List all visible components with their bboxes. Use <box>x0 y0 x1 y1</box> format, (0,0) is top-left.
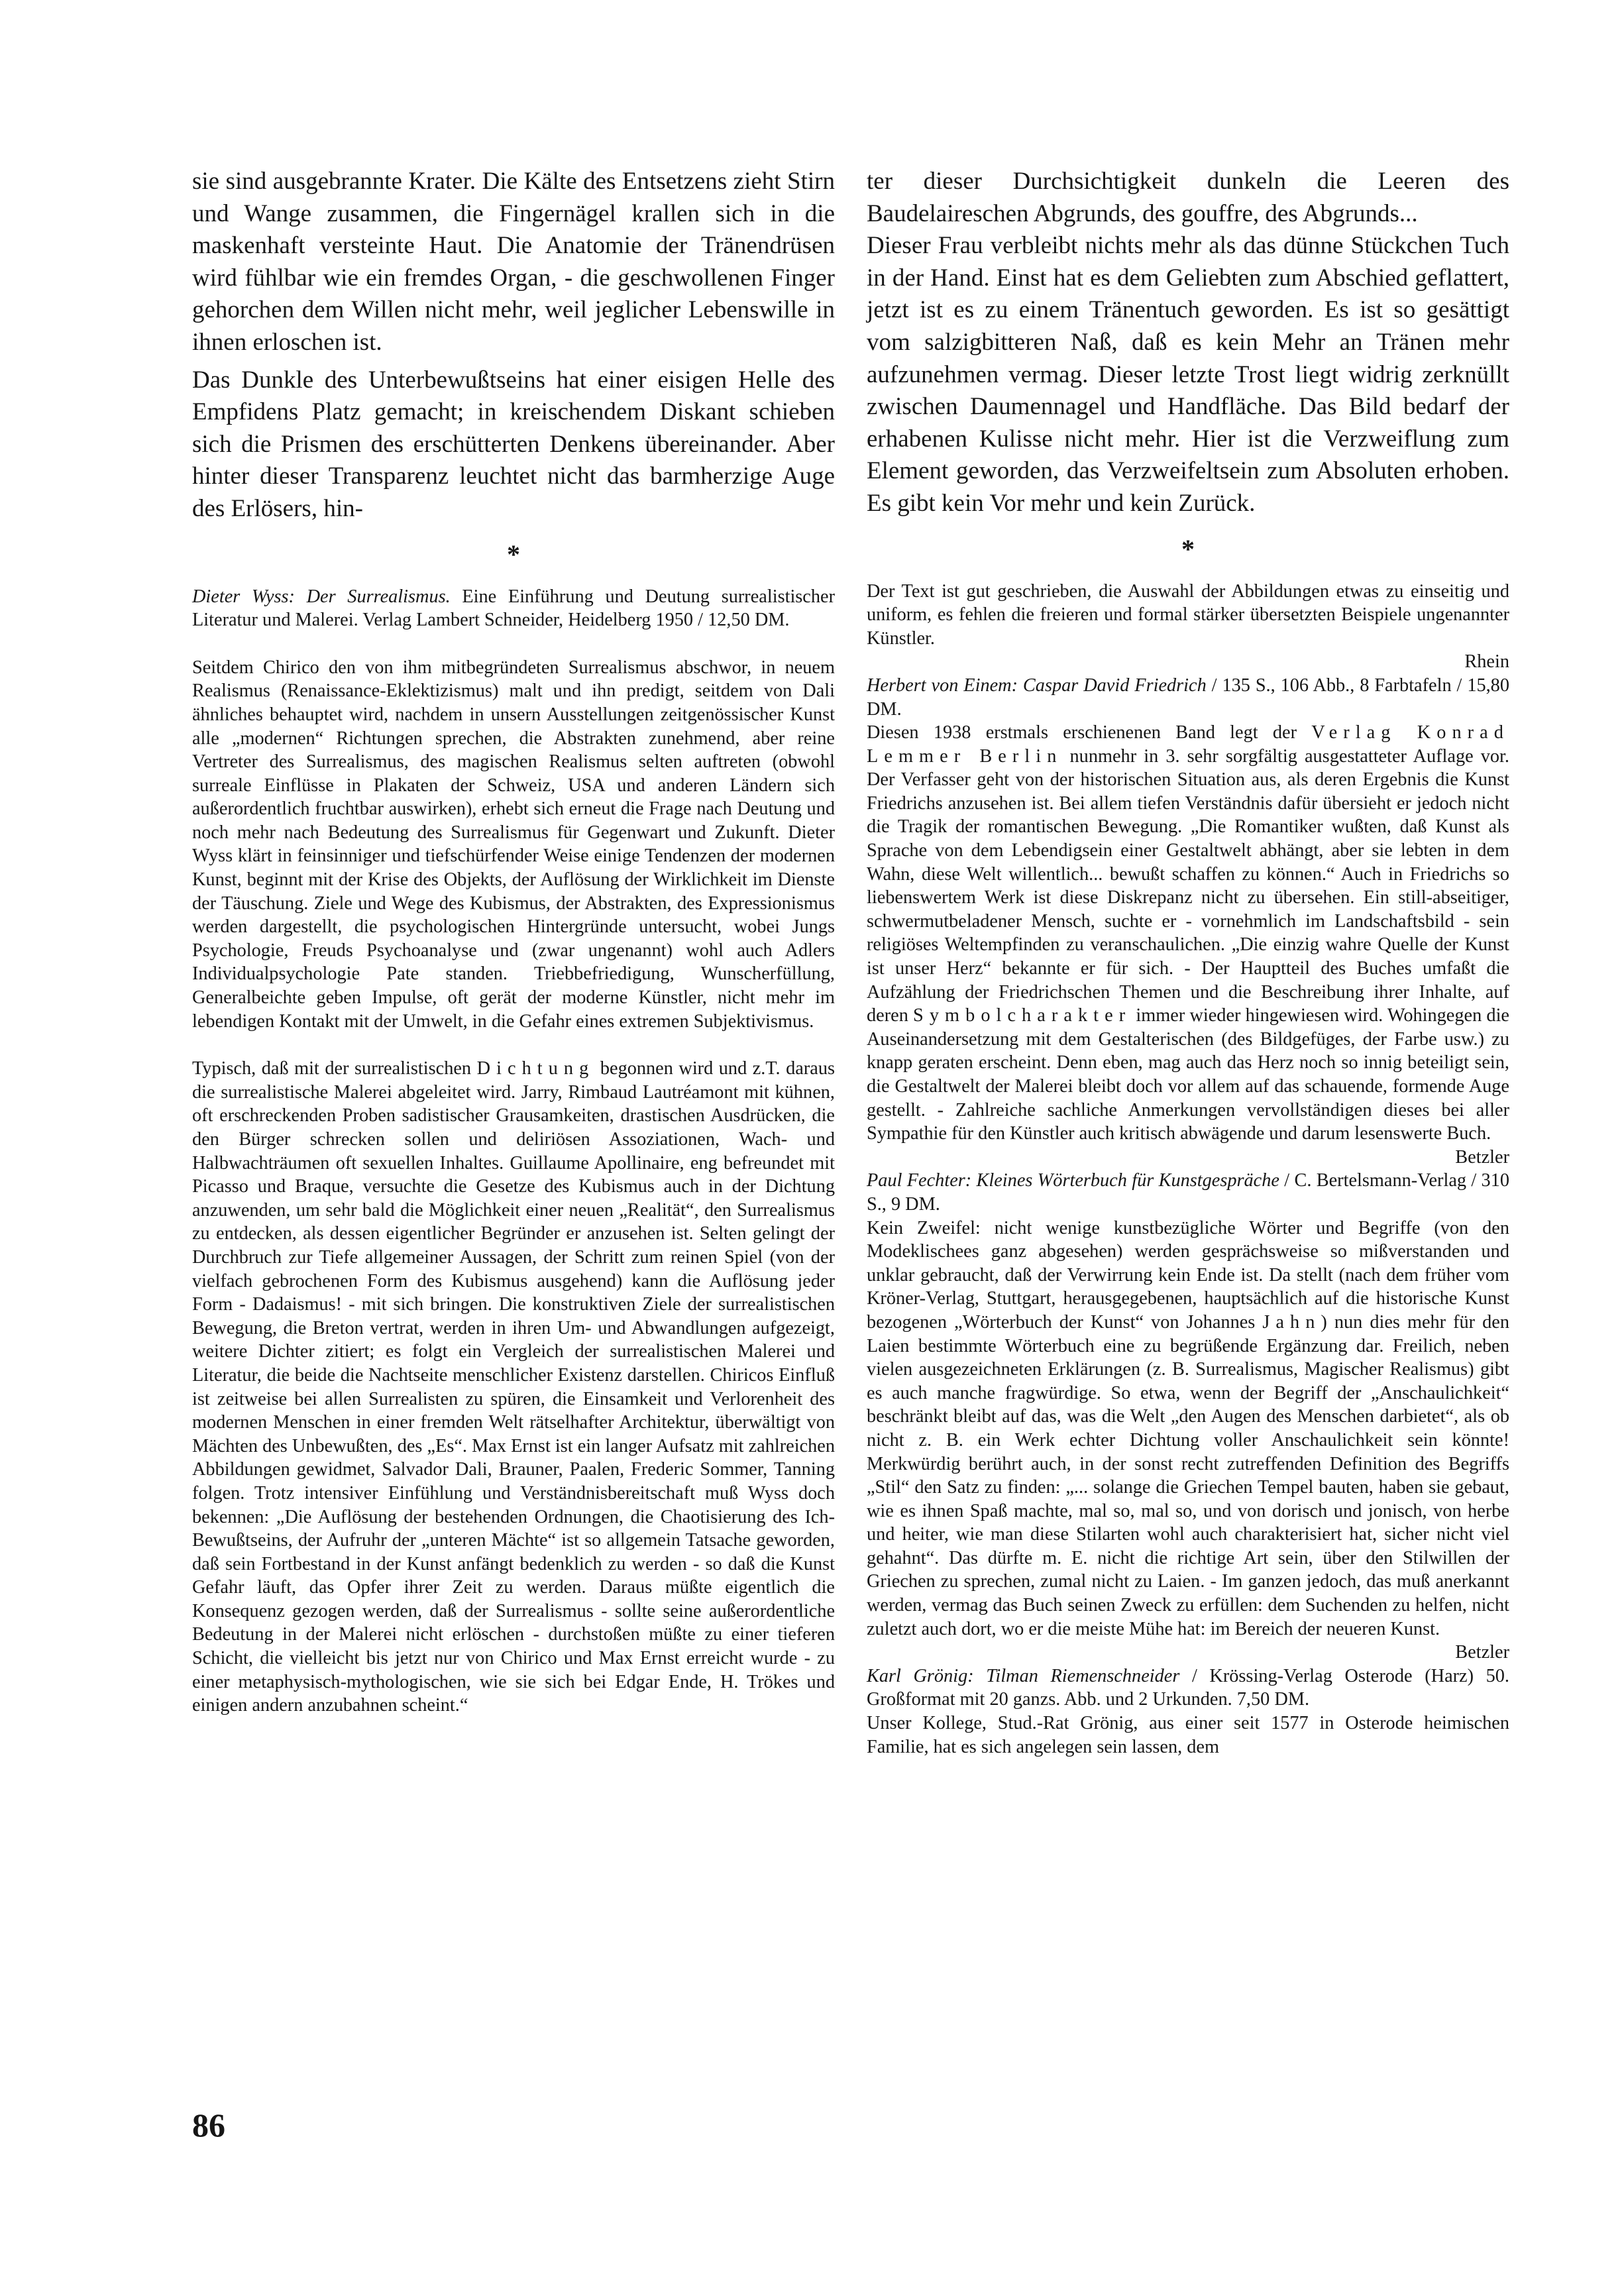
essay-paragraph-2: Das Dunkle des Unterbewußtseins hat einer eisigen Helle des Empfidens Platz gemacht; in kreischendem Diskant schieben sich die Prismen des erschütterten Denkens übereinander. Aber hinter dieser Transparenz leuchtet nicht das barmherzige Auge des Erlösers, hin- <box>192 366 835 522</box>
review-publication-groenig: / Krössing-Verlag Osterode (Harz) 50. Großformat mit 20 ganzs. Abb. und 2 Urkunden. 7,50 DM. <box>867 1665 1509 1710</box>
review-wyss-paragraph-1: Seitdem Chirico den von ihm mitbegründeten Surrealismus abschwor, in neuem Realismus (Renaissance-Eklektizismus) malt und ihn predigt, seitdem von Dali ähnliches behauptet wird, nachdem in unsern Ausstellungen zeitgenössischer Kunst alle „modernen“ Richtungen sprechen, die Abstrakten zunehmend, aber reine Vertreter des Surrealismus, des magischen Realismus selten auftreten (obwohl surreale Einflüsse in Plakaten der Schweiz, USA und anderen Ländern sich außerordentlich fruchtbar auswirken), erhebt sich erneut die Frage nach Deutung und noch mehr nach Bedeutung des Surrealismus für Gegenwart und Zukunft. Dieter Wyss klärt in feinsinniger und tiefschürfender Weise einige Tendenzen der modernen Kunst, beginnt mit der Krise des Objekts, der Auflösung der Wirklichkeit im Dienste der Täuschung. Ziele und Wege des Kubismus, der Abstrakten, des Expressionismus werden dargestellt, die psychologischen Hintergründe untersucht, wobei Jungs Psychologie, Freuds Psychoanalyse und (zwar ungenannt) wohl auch Adlers Individualpsychologie Pate standen. Triebbefriedigung, Wunscherfüllung, Generalbeichte geben Impulse, oft gerät der moderne Künstler, nicht mehr im lebendigen Kontakt mit der Umwelt, in die Gefahr eines extremen Subjektivismus. <box>192 657 835 1032</box>
section-divider-star: * <box>507 539 520 569</box>
review-heading-groenig <box>867 1665 1509 1712</box>
review-groenig-text: Unser Kollege, Stud.-Rat Grönig, aus einer seit 1577 in Osterode heimischen Familie, hat es sich angelegen sein lassen, dem <box>867 1713 1509 1757</box>
review-einem-text-part: immer wieder hingewiesen wird. Wohingegen die Auseinandersetzung mit dem Gestalterischen (des Bildgefüges, der Farbe usw.) zu knapp geraten erscheint. Denn eben, mag auch das Herz noch so innig beteiligt sein, die Gestaltwelt der Malerei bleibt doch vor allem auf das schauende, formende Auge gestellt. - Zahlreiche sachliche Anmerkungen vervollständigen dieses bei aller Sympathie für den Künstler auch kritisch abwägende und darum lesenswerte Buch. <box>867 1005 1509 1144</box>
essay-paragraph-1: sie sind ausgebrannte Krater. Die Kälte des Entsetzens zieht Stirn und Wange zusammen, die Fingernägel krallen sich in die maskenhaft versteinte Haut. Die Anatomie der Tränendrüsen wird fühlbar wie ein fremdes Organ, - die geschwollenen Finger gehorchen dem Willen nicht mehr, weil jeglicher Lebenswille in ihnen erloschen ist. <box>192 168 835 356</box>
review-fechter-text-part: Kein Zweifel: nicht wenige kunstbezügliche Wörter und Begriffe (von den Modeklischees ganz abgesehen) werden gesprächsweise so mißverstanden und unklar gebraucht, daß der Verwirrung kein Ende ist. Da stellt (nach dem früher vom Kröner-Verlag, Stuttgart, herausgegebenen, hauptsächlich auf die historische Kunst bezogenen „Wörterbuch der Kunst“ von Johannes <box>867 1217 1509 1333</box>
review-publication-wyss: Eine Einführung und Deutung surrealistischer Literatur und Malerei. Verlag Lambert Schneider, Heidelberg 1950 / 12,50 DM. <box>192 586 836 631</box>
review-wyss-conclusion: Der Text ist gut geschrieben, die Auswahl der Abbildungen etwas zu einseitig und uniform, es fehlen die freieren und formal stärker übersetzten Beispiele ungenannter Künstler. <box>867 580 1509 649</box>
review-fechter-text-part: ) nun dies mehr für den Laien bestimmte Wörterbuch eine zu begrüßende Ergänzung dar. Freilich, neben vielen ausgezeichneten Erklärungen (z. B. Surrealismus, Magischer Realismus) gibt es auch manche fragwürdige. So etwa, wenn der Begriff der „Anschaulichkeit“ beschränkt bleibt auf das, was die Welt „den Augen des Menschen darbietet“, als ob nicht z. B. ein Werk echter Dichtung voller Anschaulichkeit sein könnte! Merkwürdig berührt auch, in der sonst recht zutreffenden Definition des Begriffs „Stil“ den Satz zu finden: „... solange die Griechen Tempel bauten, haben sie gebaut, wie es ihnen Spaß machte, mal so, mal so, und von dorisch und jonisch, von herbe und heiter, wie man diese Stilarten wohl auch charakterisiert hat, sicher nicht viel gehahnt“. Das dürfte m. E. nicht die richtige Art sein, über den Stilwillen der Griechen zu sprechen, zumal nicht zu Laien. - Im ganzen jedoch, das muß anerkannt werden, vermag das Buch seinen Zweck zu erfüllen: dem Suchenden zu helfen, nicht zuletzt auch dort, wo er die meiste Mühe hat: im Bereich der neueren Kunst. <box>867 1311 1509 1639</box>
left-column <box>192 166 835 1718</box>
review-heading-wyss <box>192 585 835 632</box>
spaced-term-jahn: Jahn <box>1262 1311 1321 1333</box>
review-einem-text-part: Diesen 1938 erstmals erschienenen Band legt der <box>867 722 1312 743</box>
essay-paragraph-4: Dieser Frau verbleibt nichts mehr als das dünne Stückchen Tuch in der Hand. Einst hat es dem Geliebten zum Abschied geflattert, jetzt ist es zu einem Tränentuch geworden. Es ist so gesättigt vom salzigbitteren Naß, daß es kein Mehr an Tränen mehr aufzunehmen vermag. Dieser letzte Trost liegt widrig zerknüllt zwischen Daumennagel und Handfläche. Das Bild bedarf der erhabenen Kulisse nicht mehr. Hier ist die Verzweiflung zum Element geworden, das Verzweifeltsein zum Absoluten erhoben. Es gibt kein Vor mehr und kein Zurück. <box>867 232 1509 517</box>
review-wyss-text: begonnen wird und z.T. daraus die surrealistische Malerei abgeleitet wird. Jarry, Rimbaud Lautréamont mit kühnen, oft erschreckenden Proben sadistischer Grausamkeiten, drastischen Ausdrücken, die den Bürger schrecken sollen und deliriösen Assoziationen, Wach- und Halbwachträumen oft sexuellen Inhaltes. Guillaume Apollinaire, eng befreundet mit Picasso und Braque, versuchte die Gesetze des Kubismus auch in der Dichtung anzuwenden, um sehr bald die Möglichkeit einer neuen „Realität“, den Surrealismus zu entdecken, als dessen eigentlicher Begründer er anzusehen ist. Selten gelingt der Durchbruch zur Tiefe allgemeiner Aussagen, der Schritt zum reinen Spiel (von der vielfach gebrochenen Form des Kubismus ausgehend) kann die Auflösung jeder Form - Dadaismus! - mit sich bringen. Die konstruktiven Ziele der surrealistischen Bewegung, die Breton vertrat, werden in ihren Um- und Abwandlungen aufgezeigt, weitere Dichter zitiert; es folgt ein Vergleich der surrealistischen Malerei und Literatur, die beide die Nachtseite menschlicher Existenz darstellen. Chiricos Einfluß ist zeitweise bei allen Surrealisten zu spüren, die Einsamkeit und Verlorenheit des modernen Menschen in einer fremden Welt rätselhafter Architektur, überwältigt von Mächten des Unbewußten, des „Es“. Max Ernst ist ein langer Aufsatz mit zahlreichen Abbildungen gewidmet, Salvador Dali, Brauner, Paalen, Frederic Sommer, Tanning folgen. Trotz intensiver Einfühlung und Verständnisbereitschaft muß Wyss doch bekennen: „Die Auflösung der bestehenden Ordnungen, die Chaotisierung des Ich-Bewußtseins, der Aufruhr der „unteren Mächte“ ist so allgemein Tatsache geworden, daß sein Fortbestand in der Kunst anfängt bedenklich zu werden - so daß die Kunst Gefahr läuft, das Opfer ihrer Zeit zu werden. Daraus müßte eigentlich die Konsequenz gezogen werden, daß der Surrealismus - sollte seine außerordentliche Bedeutung in der Malerei nicht erlöschen - durchstoßen müßte zu einer tieferen Schicht, die vielleicht bis jetzt nur von Chirico und Max Ernst erreicht wurde - zu einer metaphysisch-mythologischen, wie sie sich bei Edgar Ende, H. Trökes und einigen andern anzubahnen scheint.“ <box>192 1058 835 1716</box>
review-heading-fechter <box>867 1169 1509 1216</box>
section-divider-star: * <box>1181 533 1195 564</box>
review-title-fechter: Paul Fechter: Kleines Wörterbuch für Kunstgespräche <box>867 1170 1279 1191</box>
review-signature-betzler: Betzler <box>1455 1146 1509 1168</box>
review-wyss-paragraph-2 <box>192 1057 835 1718</box>
page-number: 86 <box>192 2106 225 2144</box>
spaced-term-publisher: Verlag Konrad Lemmer Berlin <box>867 722 1509 767</box>
review-title-einem: Herbert von Einem: Caspar David Friedrich <box>867 675 1207 696</box>
review-heading-einem <box>867 674 1509 721</box>
review-einem-text <box>867 721 1509 1146</box>
review-einem-text-part: nunmehr in 3. sehr sorgfältig ausgestatteter Auflage vor. Der Verfasser geht von der historischen Situation aus, als deren Ergebnis die Kunst Friedrichs anzusehen ist. Bei allem tiefen Verständnis dafür übersieht er jedoch nicht die Tragik der romantischen Bewegung. „Die Romantiker wußten, daß Kunst als Sprache von dem Lebendigsein einer Gestaltwelt abhängt, aber sie lebten in dem Wahn, diese Welt willentlich... bewußt schaffen zu können.“ Auch in Friedrichs so liebenswertem Werk ist diese Diskrepanz nicht zu übersehen. Ein still-abseitiger, schwermutbeladener Mensch, suchte er - vornehmlich im Landschaftsbild - sein religiöses Weltempfinden zu veranschaulichen. „Die einzig wahre Quelle der Kunst ist unser Herz“ bekannte er für sich. - Der Hauptteil des Buches umfaßt die Aufzählung der Friedrichschen Themen und die Beschreibung ihrer Inhalte, auf deren <box>867 745 1509 1026</box>
review-signature-betzler: Betzler <box>1455 1642 1509 1663</box>
review-fechter-text <box>867 1217 1509 1641</box>
spaced-term-dichtung: Dichtung <box>476 1058 595 1079</box>
review-publication-fechter: / C. Bertelsmann-Verlag / 310 S., 9 DM. <box>867 1170 1510 1215</box>
essay-paragraph-3: ter dieser Durchsichtigkeit dunkeln die Leeren des Baudelaireschen Abgrunds, des gouffre, des Abgrunds... <box>867 168 1509 227</box>
review-title-groenig: Karl Grönig: Tilman Riemenschneider <box>867 1665 1180 1686</box>
review-wyss-text: Typisch, daß mit der surrealistischen <box>192 1058 477 1079</box>
review-signature-rhein: Rhein <box>1464 651 1509 673</box>
review-publication-einem: / 135 S., 106 Abb., 8 Farbtafeln / 15,80 DM. <box>867 675 1509 720</box>
review-title-wyss: Dieter Wyss: Der Surrealismus. <box>192 586 451 607</box>
right-column <box>867 166 1509 1759</box>
spaced-term-symbolcharakter: Symbolcharakter <box>913 1005 1132 1026</box>
